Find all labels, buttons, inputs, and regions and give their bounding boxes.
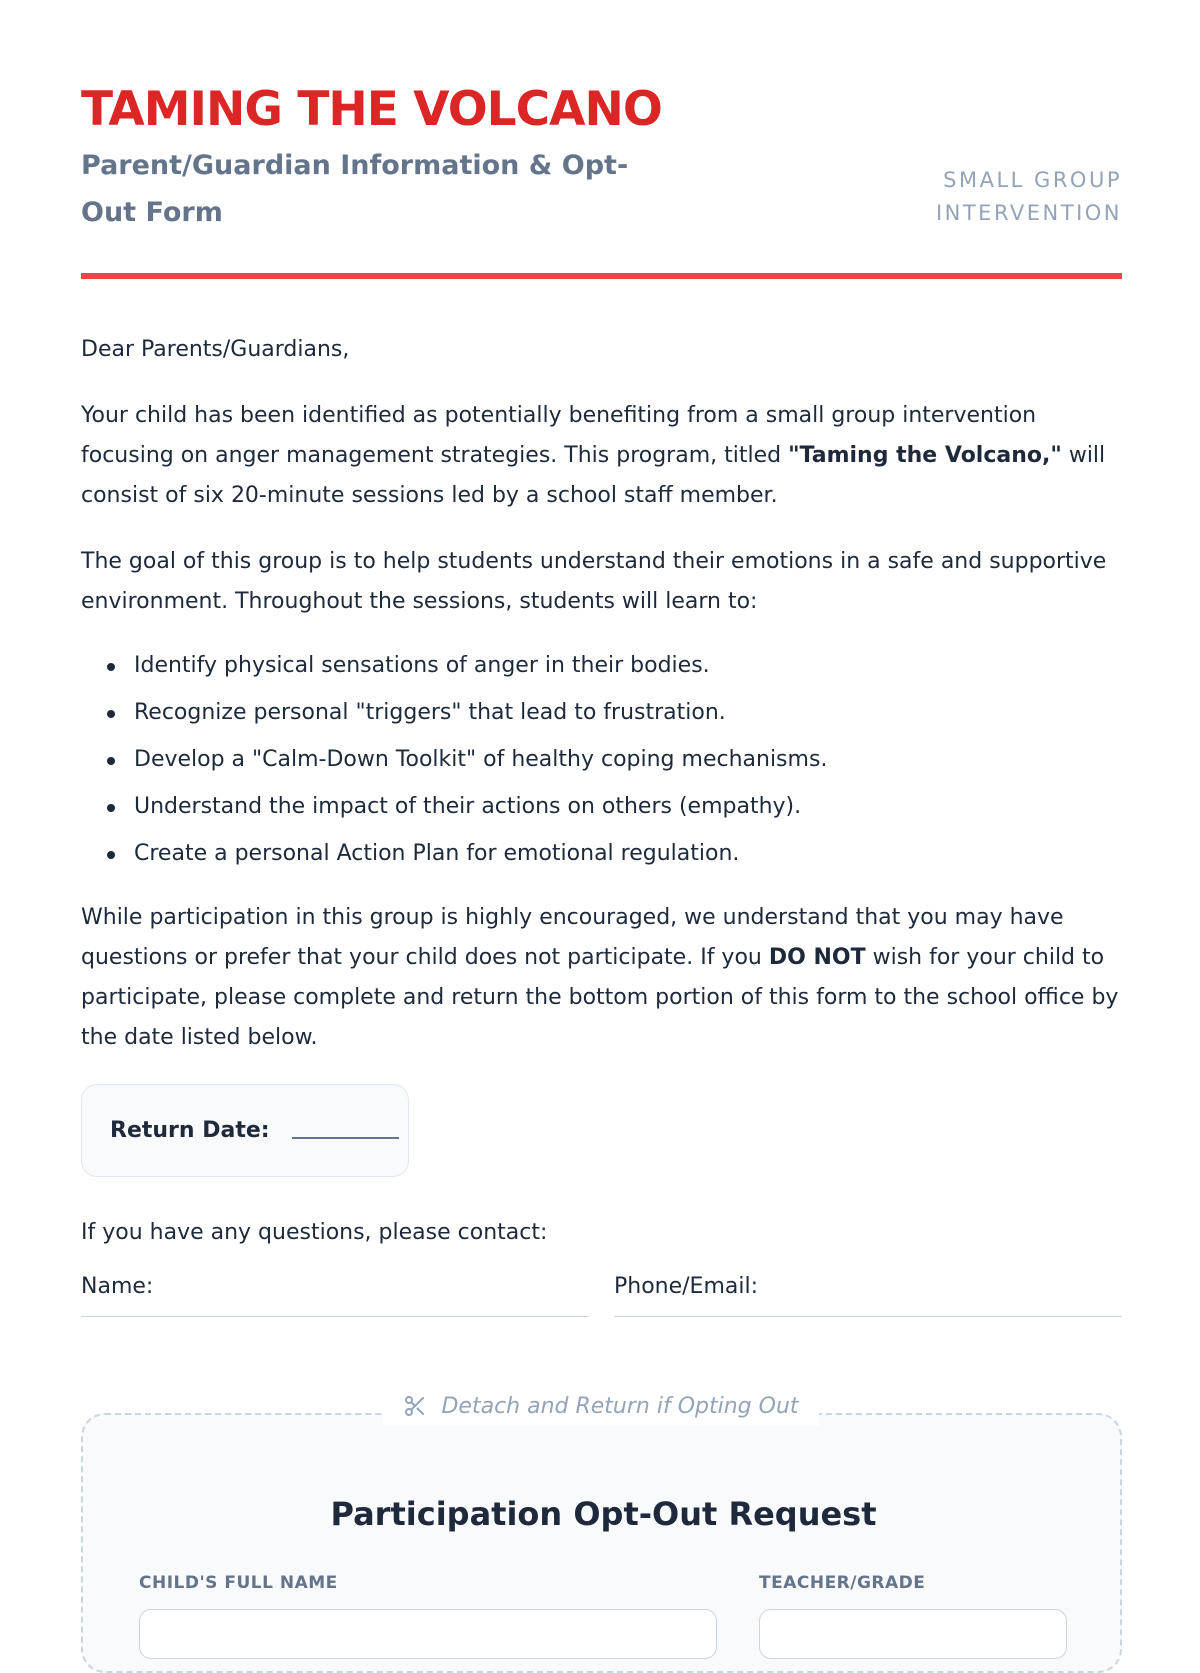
opt-out-box	[81, 1413, 1122, 1673]
goals-list	[81, 648, 1122, 872]
header-divider	[81, 273, 1122, 279]
badge-line-1: SMALL GROUP	[943, 168, 1122, 192]
intro-paragraph	[81, 396, 1122, 516]
goal-item: Understand the impact of their actions on others (empathy).	[134, 789, 1122, 825]
form-page	[81, 0, 1122, 1593]
letter-body	[81, 330, 1122, 1317]
return-date-box	[81, 1084, 409, 1177]
intro-text-start: Your child has been identified as potentially benefiting from a small group intervention focusing on anger management strategies. This program, titled	[81, 403, 1037, 468]
scissors-icon	[403, 1394, 427, 1418]
contact-intro: If you have any questions, please contact:	[81, 1220, 548, 1245]
detach-label-text: Detach and Return if Opting Out	[441, 1393, 799, 1419]
contact-name-field[interactable]	[81, 1267, 589, 1317]
program-name: "Taming the Volcano,"	[788, 443, 1062, 468]
detach-section	[81, 1386, 1122, 1646]
do-not-emphasis: DO NOT	[768, 945, 866, 970]
child-name-label: CHILD'S FULL NAME	[139, 1573, 338, 1593]
contact-name-label: Name:	[81, 1274, 154, 1299]
form-subtitle: Parent/Guardian Information & Opt-Out Form	[81, 150, 629, 228]
intervention-badge	[882, 164, 1122, 230]
greeting: Dear Parents/Guardians,	[81, 337, 350, 362]
goal-item: Identify physical sensations of anger in their bodies.	[134, 648, 1122, 684]
goal-item: Create a personal Action Plan for emotional regulation.	[134, 836, 1122, 872]
teacher-grade-input[interactable]	[759, 1609, 1067, 1659]
opt-out-text-start: While participation in this group is highly encouraged, we understand that you may have questions or prefer that your child does not participate. If you	[81, 905, 1064, 970]
opt-out-text-end: wish for your child to participate, please complete and return the bottom portion of this form to the school office by the date listed below.	[81, 945, 1119, 1050]
form-header	[81, 0, 1122, 281]
intro-text-end: will consist of six 20-minute sessions led by a school staff member.	[81, 443, 1106, 508]
contact-row	[81, 1267, 1122, 1317]
return-date-field[interactable]	[292, 1137, 399, 1139]
goal-paragraph: The goal of this group is to help students understand their emotions in a safe and supportive environment. Throughout the sessions, students will learn to:	[81, 549, 1107, 614]
child-name-input[interactable]	[139, 1609, 717, 1659]
teacher-grade-label: TEACHER/GRADE	[759, 1573, 926, 1593]
goal-item: Recognize personal "triggers" that lead to frustration.	[134, 695, 1122, 731]
opt-out-paragraph	[81, 898, 1122, 1058]
return-date-label: Return Date:	[110, 1117, 270, 1143]
page-title: TAMING THE VOLCANO	[81, 82, 662, 137]
goal-item: Develop a "Calm-Down Toolkit" of healthy coping mechanisms.	[134, 742, 1122, 778]
contact-phone-email-field[interactable]	[614, 1267, 1122, 1317]
opt-out-title: Participation Opt-Out Request	[330, 1495, 877, 1533]
badge-line-2: INTERVENTION	[935, 201, 1122, 225]
detach-label	[383, 1386, 819, 1426]
contact-phone-label: Phone/Email:	[614, 1274, 759, 1299]
